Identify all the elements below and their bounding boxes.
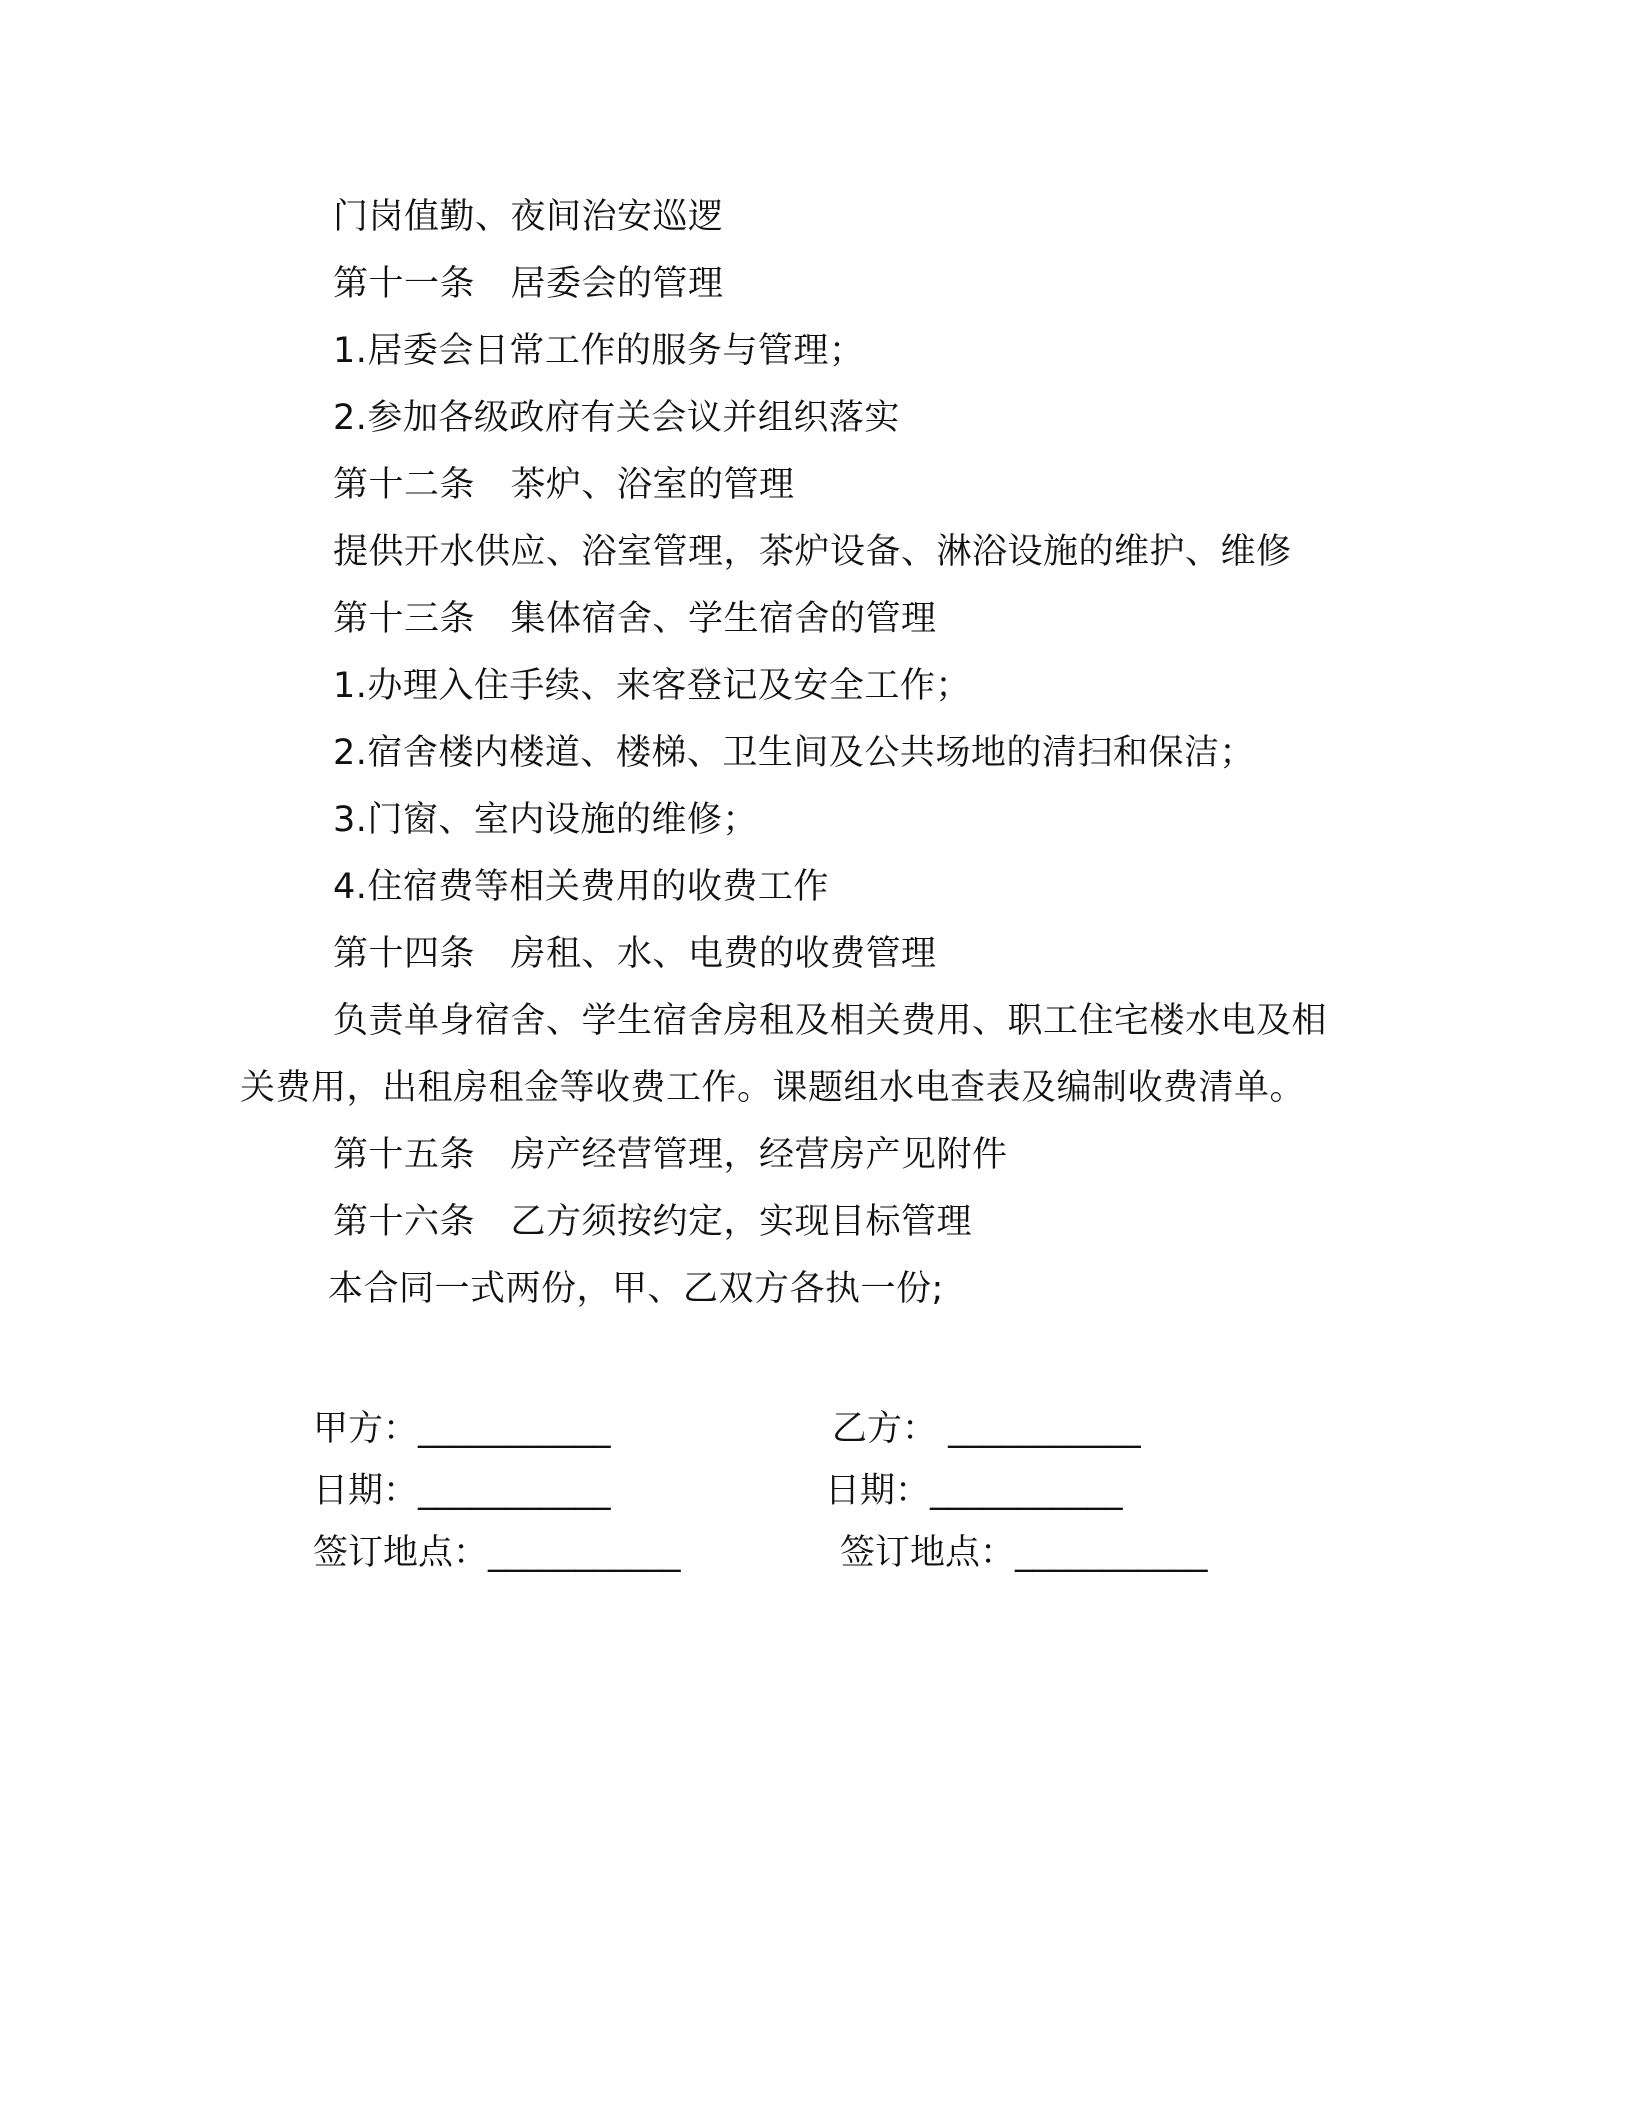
text-line: 3.门窗、室内设施的维修； <box>333 800 758 840</box>
text-line: 负责单身宿舍、学生宿舍房租及相关费用、职工住宅楼水电及相 <box>333 1001 1328 1041</box>
party-a-date: 日期：___________ <box>313 1471 611 1511</box>
text-line: 关费用，出租房租金等收费工作。课题组水电查表及编制收费清单。 <box>240 1068 1306 1108</box>
article-12-heading: 第十二条 茶炉、浴室的管理 <box>333 465 795 505</box>
party-a-signing-place: 签订地点：___________ <box>313 1533 681 1573</box>
article-16-heading: 第十六条 乙方须按约定，实现目标管理 <box>333 1202 973 1242</box>
party-b-date: 日期：___________ <box>825 1471 1123 1511</box>
text-line: 2.参加各级政府有关会议并组织落实 <box>333 398 900 438</box>
party-b-signature: 乙方： ___________ <box>832 1409 1141 1449</box>
text-line: 4.住宿费等相关费用的收费工作 <box>333 867 829 907</box>
article-11-heading: 第十一条 居委会的管理 <box>333 264 724 304</box>
party-a-signature: 甲方：___________ <box>313 1409 611 1449</box>
party-b-signing-place: 签订地点：___________ <box>840 1533 1208 1573</box>
article-15-heading: 第十五条 房产经营管理，经营房产见附件 <box>333 1135 1008 1175</box>
article-14-heading: 第十四条 房租、水、电费的收费管理 <box>333 934 937 974</box>
text-line: 2.宿舍楼内楼道、楼梯、卫生间及公共场地的清扫和保洁； <box>333 733 1255 773</box>
text-line: 1.居委会日常工作的服务与管理； <box>333 331 865 371</box>
text-line: 1.办理入住手续、来客登记及安全工作； <box>333 666 971 706</box>
closing-line: 本合同一式两份，甲、乙双方各执一份; <box>328 1269 944 1309</box>
text-line: 门岗值勤、夜间治安巡逻 <box>333 197 724 237</box>
text-line: 提供开水供应、浴室管理，茶炉设备、淋浴设施的维护、维修 <box>333 532 1292 572</box>
article-13-heading: 第十三条 集体宿舍、学生宿舍的管理 <box>333 599 937 639</box>
